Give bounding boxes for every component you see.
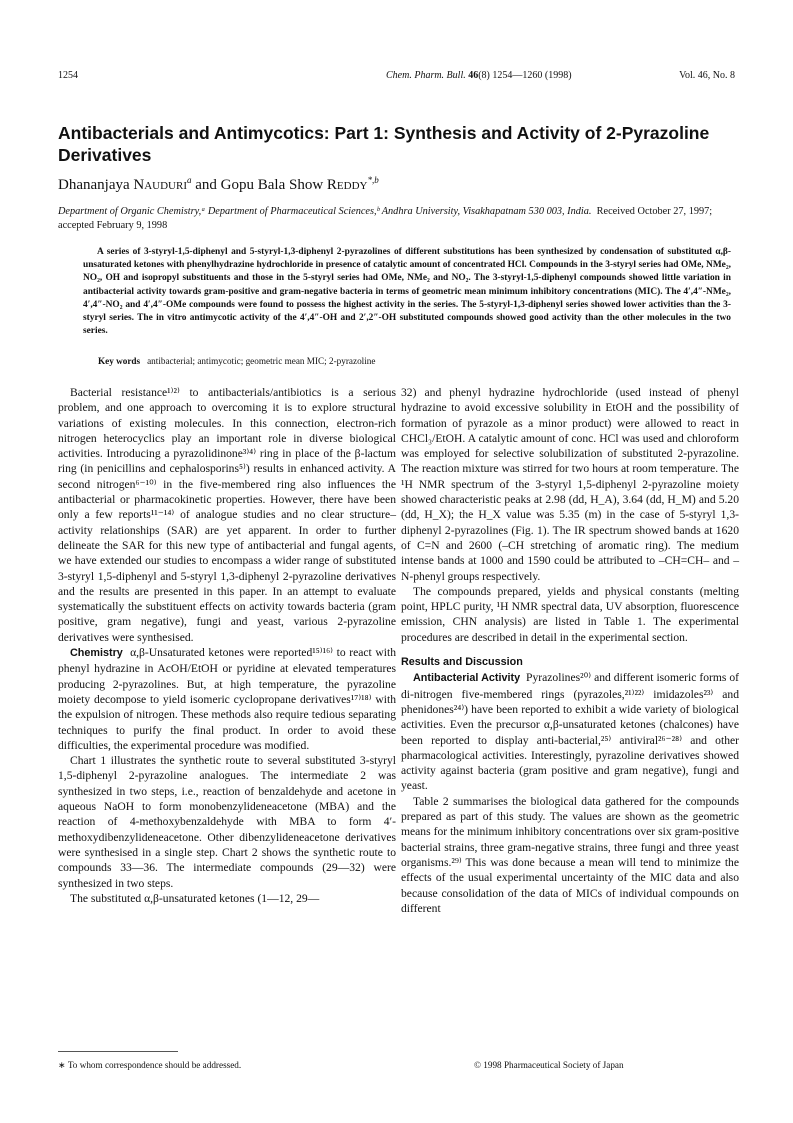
keywords-label: Key words <box>98 356 141 366</box>
volume-issue: Vol. 46, No. 8 <box>679 70 735 81</box>
left-column <box>58 385 396 906</box>
affiliation <box>58 205 738 233</box>
article-title: Antibacterials and Antimycotics: Part 1: Synthesis and Activity of 2-Pyrazoline Derivatives <box>58 123 710 165</box>
running-head <box>58 70 735 84</box>
journal-volume: 46 <box>468 70 479 81</box>
author-1-last: Nauduri <box>133 177 187 193</box>
received-dates: Received October 27, 1997; accepted February 9, 1998 <box>58 206 713 231</box>
keywords <box>98 356 375 366</box>
footnote-rule <box>58 1051 178 1052</box>
paragraph: 32) and phenyl hydrazine hydrochloride (used instead of phenyl hydrazine to avoid excessive solubility in EtOH and the possibility of formation of pyrazole as a minor product) were allowed to react in CHCl₃/EtOH. A catalytic amount of conc. HCl was used and chloroform was employed for selective solubilization of substituted 2-pyrazoline. The reaction mixture was stirred for two hours at room temperature. The ¹H NMR spectrum of the 3-styryl 1,5-diphenyl 2-pyrazoline moiety showed characteristic peaks at 2.98 (dd, H_A), 3.64 (dd, H_M) and 5.20 (dd, H_X); the H_X value was 5.35 (m) in the case of 5-styryl 1,3-diphenyl 2-pyrazolines (Fig. 1). The IR spectrum showed bands at 1620 of C=N and 2600 (–CH stretching of aromatic ring). The medium intense bands at 1000 and 1590 could be attributed to –CH=CH– and –N-phenyl groups respectively. <box>401 386 739 583</box>
paragraph-text: α,β-Unsaturated ketones were reported¹⁵⁾¹⁶⁾ to react with phenyl hydrazine in AcOH/EtOH or pyridine at elevated temperatures producing 2-pyrazolines. But, at high temperature, the pyrazoline moiety decompose to yield isomeric cyclopropane derivatives¹⁷⁾¹⁸⁾ with the expulsion of nitrogen. These methods also require tedious separating techniques to purify the final product. In order to avoid these difficulties, the experimental procedure was modified. <box>58 646 396 752</box>
page-number: 1254 <box>58 70 78 81</box>
subhead-antibacterial: Antibacterial Activity <box>413 672 521 685</box>
subhead-chemistry: Chemistry <box>70 647 123 660</box>
journal-pages: (8) 1254—1260 (1998) <box>478 70 572 81</box>
abstract: A series of 3-styryl-1,5-diphenyl and 5-styryl-1,3-diphenyl 2-pyrazolines of different substitutions has been synthesized by condensation of substituted α,β-unsaturated ketones with phenylhydrazine hydrochloride in presence of catalytic amount of concentrated HCl. Compounds in the 3-styryl series had OMe, NMe₂, NO₂, OH and isopropyl substituents and those in the 5-styryl series had OMe, NMe₂ and NO₂. The 3-styryl-1,5-diphenyl compounds showed little variation in antibacterial activity towards gram-positive and gram-negative bacteria in terms of geometric mean minimum inhibitory concentrations (MIC). The 4′,4″-NMe₂, 4′,4″-NO₂ and 4′,4″-OMe compounds were found to possess the highest activity in the series. The 5-styryl-1,3-diphenyl series showed lower activities than the 3-styryl series. The in vitro antimycotic activity of the 4′,4″-OH and 2′,2″-OH substituted compounds showed good activity than the other molecules in the two series. <box>83 247 731 337</box>
author-2-affil-mark: *,b <box>367 175 379 185</box>
journal-name: Chem. Pharm. Bull. <box>386 70 466 81</box>
author-conjunction: and <box>191 177 221 193</box>
paragraph: Chart 1 illustrates the synthetic route to several substituted 3-styryl 1,5-diphenyl 2-pyrazoline analogues. The intermediate 2 was synthesized in two steps, i.e., reaction of benzaldehyde and acetone in aqueous NaOH to form monobenzylideneacetone (MBA) and the reaction of 4-methoxybenzaldehyde with MBA to form 4′-methoxydibenzylideneacetone. Other dibenzylideneacetone derivatives were synthesised in a single step. Chart 2 shows the synthetic route to compounds 33—36. The intermediate compounds (29—32) were synthesized in two steps. <box>58 754 396 890</box>
paragraph-text: Pyrazolines²⁰⁾ and different isomeric forms of di-nitrogen five-membered rings (pyrazoles,²¹⁾²²⁾ imidazoles²³⁾ and phenidones²⁴⁾) have been reported to exhibit a wide variety of biological activities. Even the precursor α,β-unsaturated ketones (chalcones) have been reported to display anti-bacterial,²⁵⁾ antiviral²⁶⁻²⁸⁾ and other pharmacological activities. Interestingly, pyrazoline derivatives showed activity against bacteria (gram positive and gram negative), fungi and yeast. <box>401 671 740 793</box>
right-column <box>401 385 739 916</box>
journal-citation <box>386 70 572 81</box>
footnote: ∗ To whom correspondence should be addressed. <box>58 1060 242 1070</box>
paragraph: The substituted α,β-unsaturated ketones (1—12, 29— <box>70 891 320 905</box>
author-2-last: Reddy <box>326 177 368 193</box>
author-1-first: Dhananjaya <box>58 177 134 193</box>
author-2-first: Gopu Bala Show <box>220 177 327 193</box>
paragraph: Table 2 summarises the biological data gathered for the compounds prepared as part of this study. The values are shown as the geometric means for the minimum inhibitory concentrations over six gram-positive bacterial strains, three gram-negative strains, three fungi and three yeast organisms.²⁹⁾ This was done because a mean will tend to minimize the effects of the usual experimental uncertainty of the MIC data and also because consolidation of the data of MICs of individual compounds on different <box>401 794 739 915</box>
paragraph: Bacterial resistance¹⁾²⁾ to antibacterials/antibiotics is a serious problem, and one approach to overcoming it is to explore structural variations of existing molecules. In this connection, electron-rich nitrogen heterocyclics play an important role in diverse biological activities. Introducing a pyrazolidinone³⁾⁴⁾ ring in place of the β-lactum ring (in penicillins and cephalosporins⁵⁾) results in enhanced activity. A second nitrogen⁶⁻¹⁰⁾ in the five-membered ring also influences the antibacterial or pharmacokinetic properties. However, there have been only a few reports¹¹⁻¹⁴⁾ of analogue studies and no clear structure–activity relationships (SAR) are yet apparent. In order to further delineate the SAR for this new type of antibacterial and fungal agents, we have extended our studies to encompass a wider range of substituted 3-styryl 1,5-diphenyl and 5-styryl 1,3-diphenyl 2-pyrazoline derivatives and the results are presented in this paper. In an attempt to evaluate systematically the substituent effects on activity towards bacteria (gram positive, gram negative), fungi and yeast, various 2-pyrazoline derivatives were synthesised. <box>58 386 396 644</box>
author-line <box>58 175 379 194</box>
paragraph <box>401 670 739 793</box>
section-heading: Results and Discussion <box>401 656 523 669</box>
keywords-text: antibacterial; antimycotic; geometric mean MIC; 2-pyrazoline <box>147 356 376 366</box>
paragraph <box>58 645 396 753</box>
copyright: © 1998 Pharmaceutical Society of Japan <box>474 1060 624 1070</box>
affiliation-text: Department of Organic Chemistry,ᵃ Department of Pharmaceutical Sciences,ᵇ Andhra University, Visakhapatnam 530 003, India. <box>58 206 592 217</box>
author-1-affil-mark: a <box>187 175 192 185</box>
paragraph: The compounds prepared, yields and physical constants (melting point, HPLC purity, ¹H NMR spectral data, UV absorption, fluorescence emission, CHN analysis) are listed in Table 1. The experimental procedures are described in detail in the experimental section. <box>401 584 739 644</box>
